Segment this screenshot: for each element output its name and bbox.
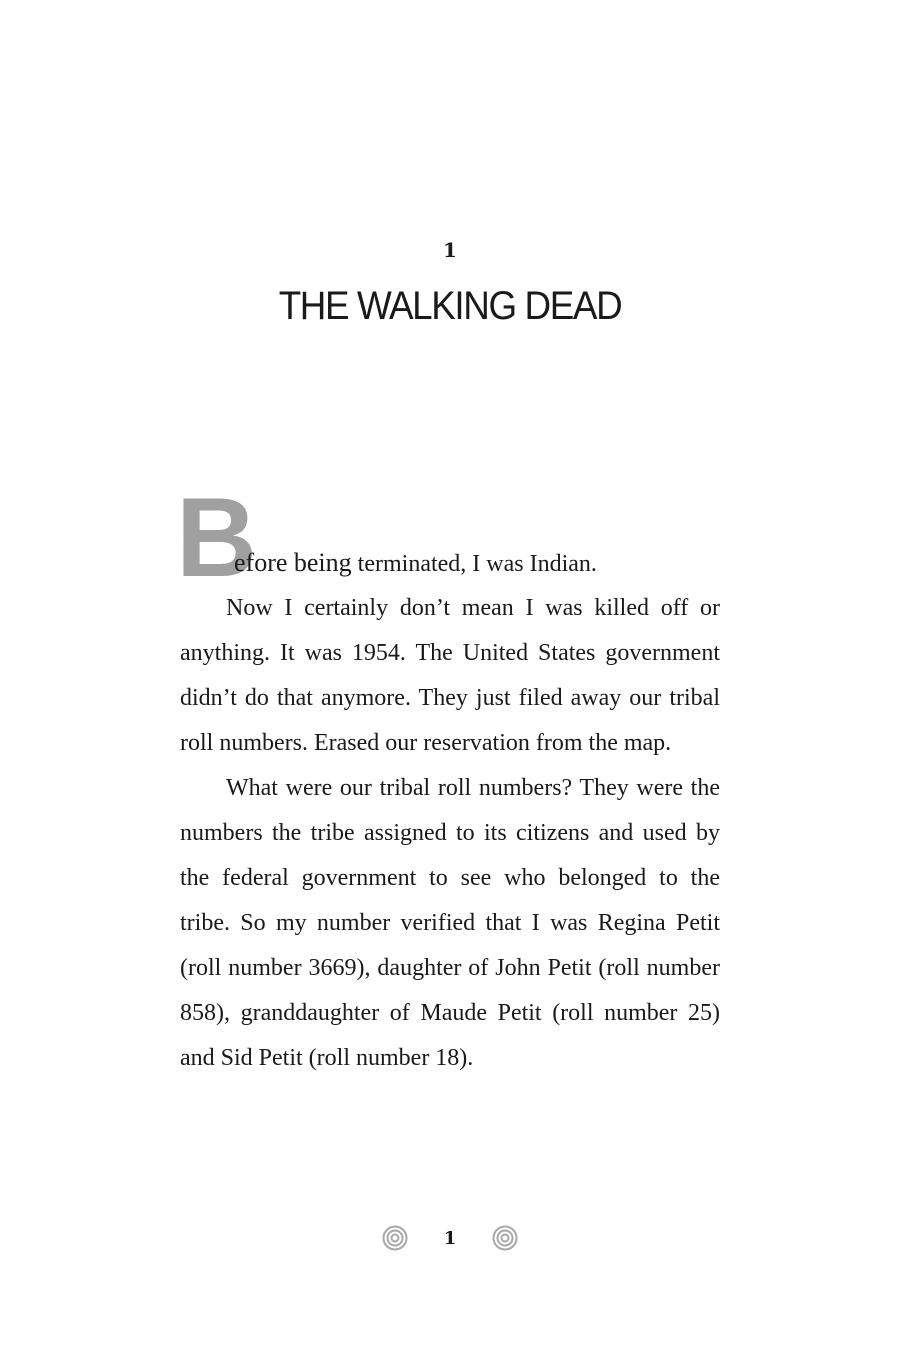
chapter-title: THE WALKING DEAD <box>278 284 622 328</box>
drop-cap: B <box>176 475 257 600</box>
paragraph: Now I certainly don’t mean I was killed off or anything. It was 1954. The United States government didn’t do that anymore. They just filed away our tribal roll numbers. Erased our reservation from the map. <box>180 595 720 756</box>
concentric-circles-icon <box>492 1225 518 1251</box>
opening-rest-text: terminated, I was Indian. <box>351 551 597 577</box>
opening-line <box>176 475 720 600</box>
page-footer <box>0 1224 900 1254</box>
chapter-body <box>176 475 720 1081</box>
concentric-circles-icon <box>382 1225 408 1251</box>
chapter-number: 1 <box>443 238 457 262</box>
page-number: 1 <box>443 1228 457 1249</box>
paragraph: What were our tribal roll numbers? They were the numbers the tribe assigned to its citizens and used by the federal government to see who belonged to the tribe. So my number verified that I was Regina Petit (roll number 3669), daughter of John Petit (roll number 858), granddaughter of Maude Petit (roll number 25) and Sid Petit (roll number 18). <box>180 775 720 1071</box>
lead-in-text: efore being <box>234 548 352 577</box>
opening-sentence <box>234 546 597 581</box>
